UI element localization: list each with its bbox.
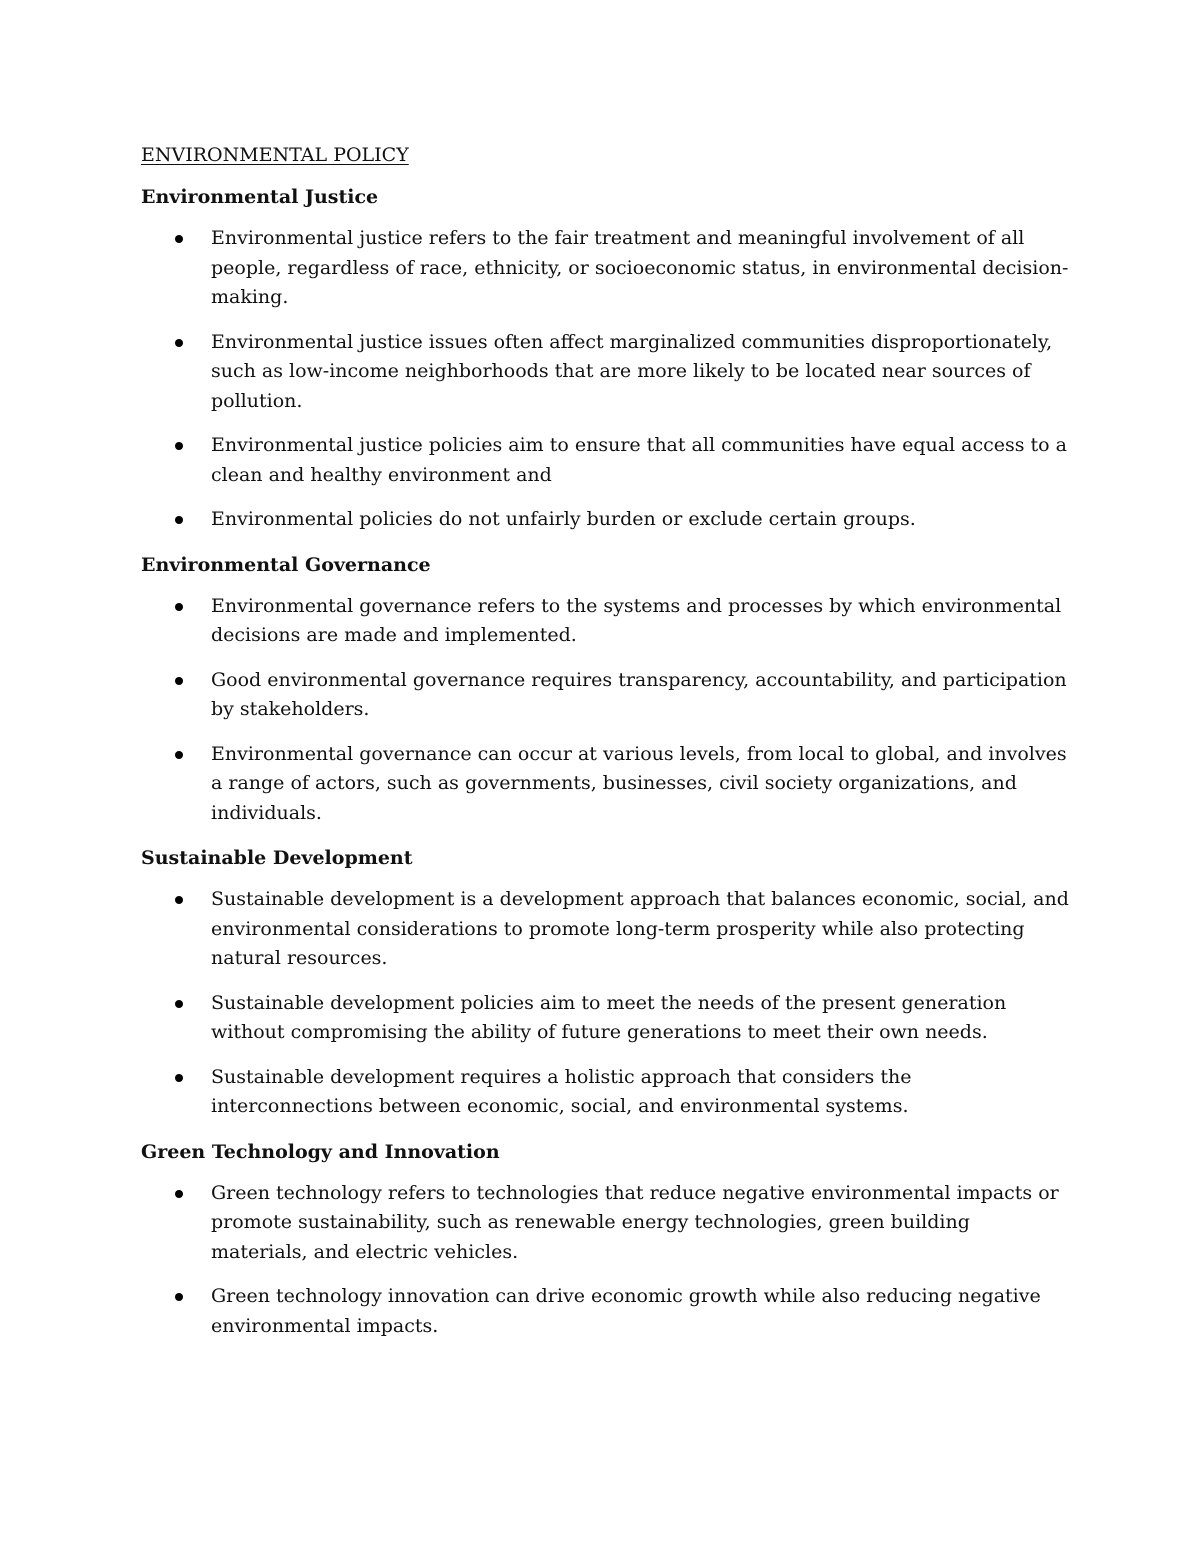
list-item	[141, 1063, 1071, 1122]
bullet-list	[141, 224, 1071, 535]
list-item-text: Green technology refers to technologies that reduce negative environmental impacts or promote sustainability, such as renewable energy technologies, green building materials, and electric vehicles.	[211, 1181, 1059, 1263]
list-item	[141, 666, 1071, 725]
list-item	[141, 505, 1071, 535]
list-item-text: Environmental policies do not unfairly burden or exclude certain groups.	[211, 508, 916, 530]
section-heading: Environmental Governance	[141, 553, 431, 576]
section-sustainable-development	[141, 843, 1071, 1122]
bullet-icon	[175, 1000, 183, 1008]
document-page	[141, 140, 1071, 1356]
bullet-icon	[175, 603, 183, 611]
list-item-text: Good environmental governance requires transparency, accountability, and participation by stakeholders.	[211, 668, 1067, 720]
list-item-text: Environmental justice issues often affect marginalized communities disproportionately, such as low-income neighborhoods that are more likely to be located near sources of pollution.	[211, 330, 1053, 412]
section-heading: Sustainable Development	[141, 847, 413, 869]
list-item	[141, 740, 1071, 829]
list-item-text: Sustainable development is a development approach that balances economic, social, and environmental considerations to promote long-term prosperity while also protecting natural resources.	[211, 888, 1069, 969]
list-item	[141, 224, 1071, 313]
bullet-icon	[175, 1293, 183, 1301]
bullet-icon	[175, 1190, 183, 1198]
bullet-list	[141, 1179, 1071, 1342]
section-heading: Environmental Justice	[141, 186, 379, 208]
section-environmental-justice	[141, 182, 1071, 535]
bullet-icon	[175, 235, 183, 243]
list-item	[141, 431, 1071, 490]
list-item	[141, 1179, 1071, 1268]
bullet-icon	[175, 677, 183, 685]
section-environmental-governance	[141, 550, 1071, 829]
bullet-list	[141, 885, 1071, 1122]
list-item-text: Environmental governance can occur at various levels, from local to global, and involves a range of actors, such as governments, businesses, civil society organizations, and individuals.	[211, 742, 1067, 824]
list-item-text: Environmental justice policies aim to ensure that all communities have equal access to a clean and healthy environment and	[211, 434, 1067, 486]
list-item-text: Sustainable development policies aim to meet the needs of the present generation without compromising the ability of future generations to meet their own needs.	[211, 991, 1007, 1043]
bullet-icon	[175, 442, 183, 450]
list-item	[141, 989, 1071, 1048]
list-item-text: Green technology innovation can drive economic growth while also reducing negative environmental impacts.	[211, 1285, 1041, 1337]
section-heading: Green Technology and Innovation	[141, 1140, 500, 1163]
section-green-technology	[141, 1137, 1071, 1342]
bullet-icon	[175, 516, 183, 524]
list-item-text: Environmental justice refers to the fair treatment and meaningful involvement of all people, regardless of race, ethnicity, or socioeconomic status, in environmental decision-making.	[211, 227, 1069, 308]
bullet-list	[141, 592, 1071, 829]
list-item	[141, 1282, 1071, 1341]
bullet-icon	[175, 896, 183, 904]
document-title: ENVIRONMENTAL POLICY	[141, 144, 409, 166]
list-item	[141, 885, 1071, 974]
list-item-text: Environmental governance refers to the systems and processes by which environmental decisions are made and implemented.	[211, 594, 1062, 646]
list-item	[141, 592, 1071, 651]
list-item-text: Sustainable development requires a holistic approach that considers the interconnections between economic, social, and environmental systems.	[211, 1065, 912, 1117]
bullet-icon	[175, 339, 183, 347]
list-item	[141, 328, 1071, 417]
bullet-icon	[175, 751, 183, 759]
bullet-icon	[175, 1074, 183, 1082]
